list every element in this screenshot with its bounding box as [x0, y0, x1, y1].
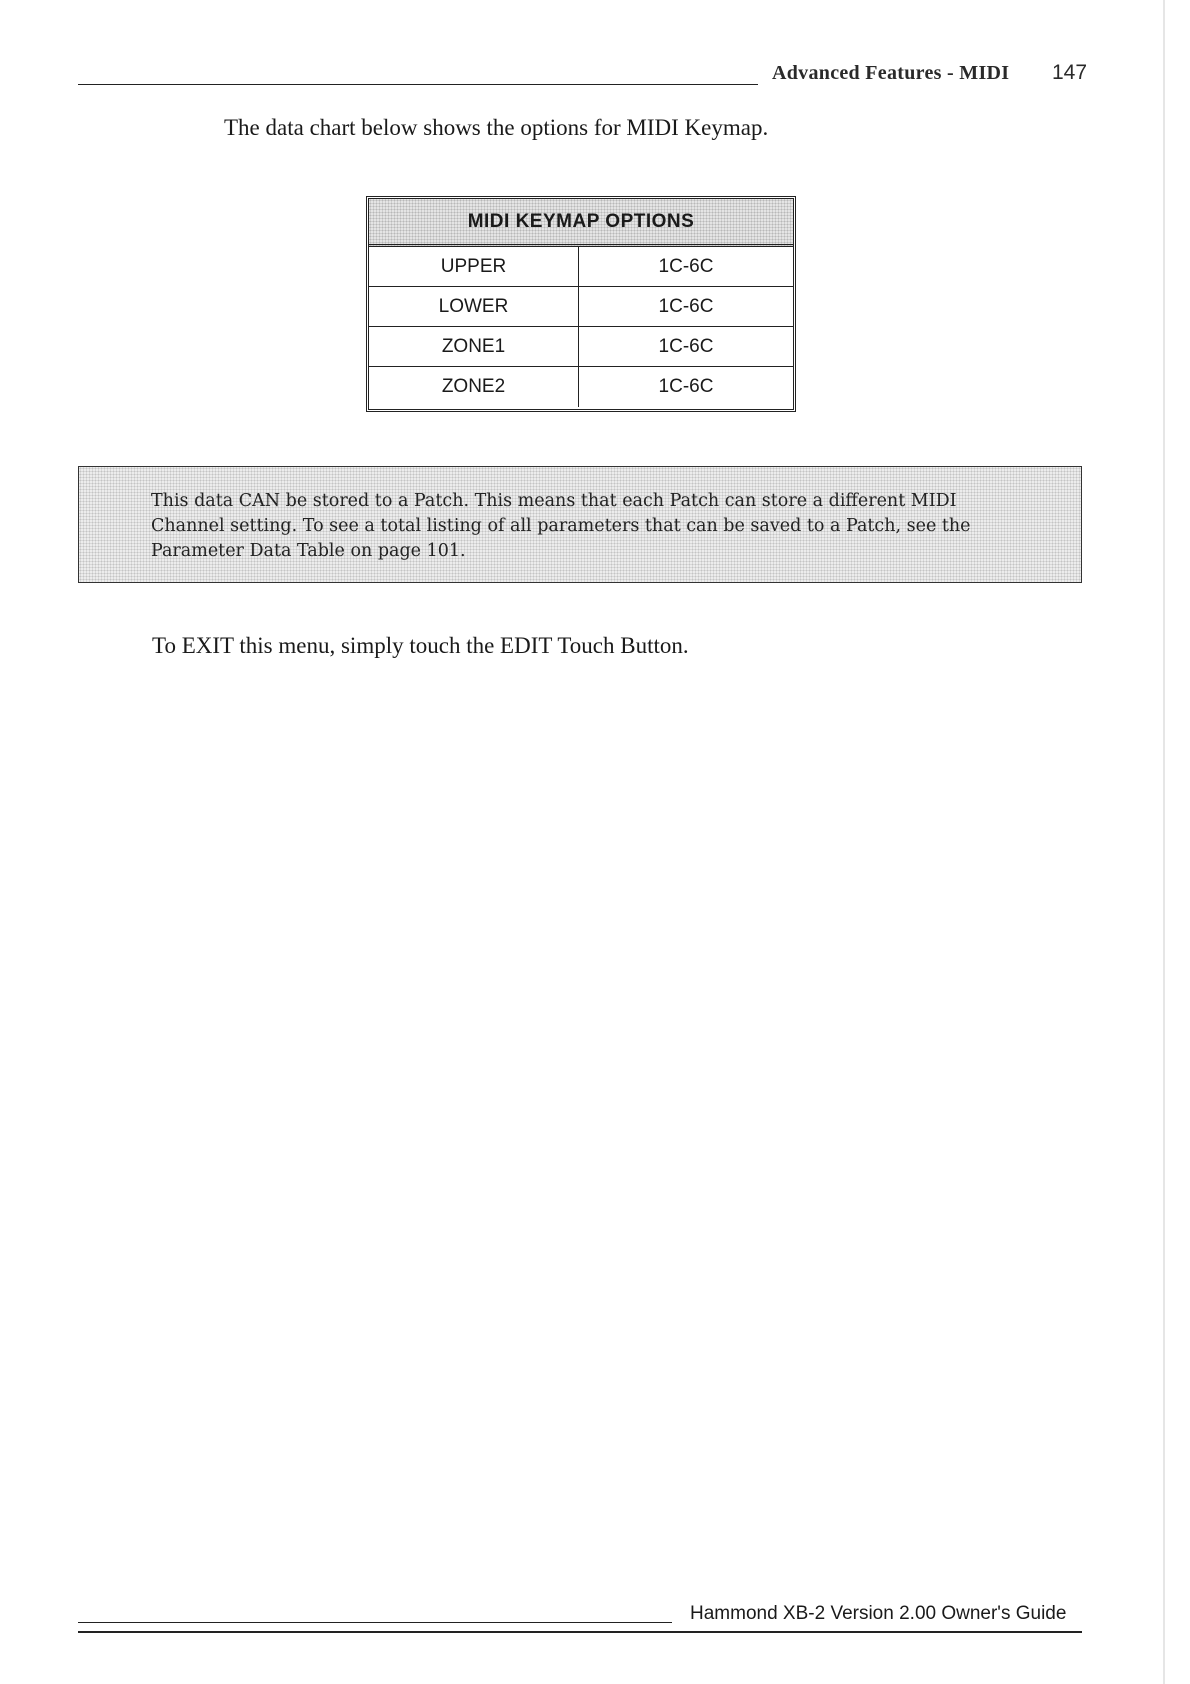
keymap-name-cell: LOWER	[369, 287, 579, 326]
keymap-name-cell: ZONE2	[369, 367, 579, 407]
exit-instruction: To EXIT this menu, simply touch the EDIT Touch Button.	[152, 633, 689, 658]
keymap-range-cell: 1C-6C	[658, 335, 714, 357]
page-number: 147	[1052, 61, 1088, 84]
footer-rule	[78, 1622, 672, 1623]
table-row	[369, 327, 793, 367]
keymap-range-cell: 1C-6C	[658, 295, 714, 317]
table-row	[369, 287, 793, 327]
table-row	[369, 367, 793, 407]
footer-guide-title: Hammond XB-2 Version 2.00 Owner's Guide	[690, 1603, 1067, 1624]
note-line: Parameter Data Table on page 101.	[151, 541, 466, 561]
keymap-name-cell: ZONE1	[369, 327, 579, 366]
table-row	[369, 247, 793, 287]
note-line: Channel setting. To see a total listing of all parameters that can be saved to a Patch, see the	[151, 516, 971, 536]
section-title: Advanced Features - MIDI	[772, 62, 1010, 84]
keymap-range-cell: 1C-6C	[658, 255, 714, 277]
page-edge	[1163, 0, 1165, 1684]
keymap-name-cell: UPPER	[369, 247, 579, 286]
note-line: This data CAN be stored to a Patch. This means that each Patch can store a different MIDI	[151, 491, 957, 511]
keymap-options-table	[366, 196, 796, 412]
patch-storage-note	[78, 466, 1082, 583]
footer-rule	[78, 1631, 1082, 1633]
keymap-range-cell: 1C-6C	[658, 376, 714, 397]
header-rule	[78, 84, 758, 85]
intro-paragraph: The data chart below shows the options for MIDI Keymap.	[224, 115, 769, 140]
table-title: MIDI KEYMAP OPTIONS	[369, 199, 793, 247]
